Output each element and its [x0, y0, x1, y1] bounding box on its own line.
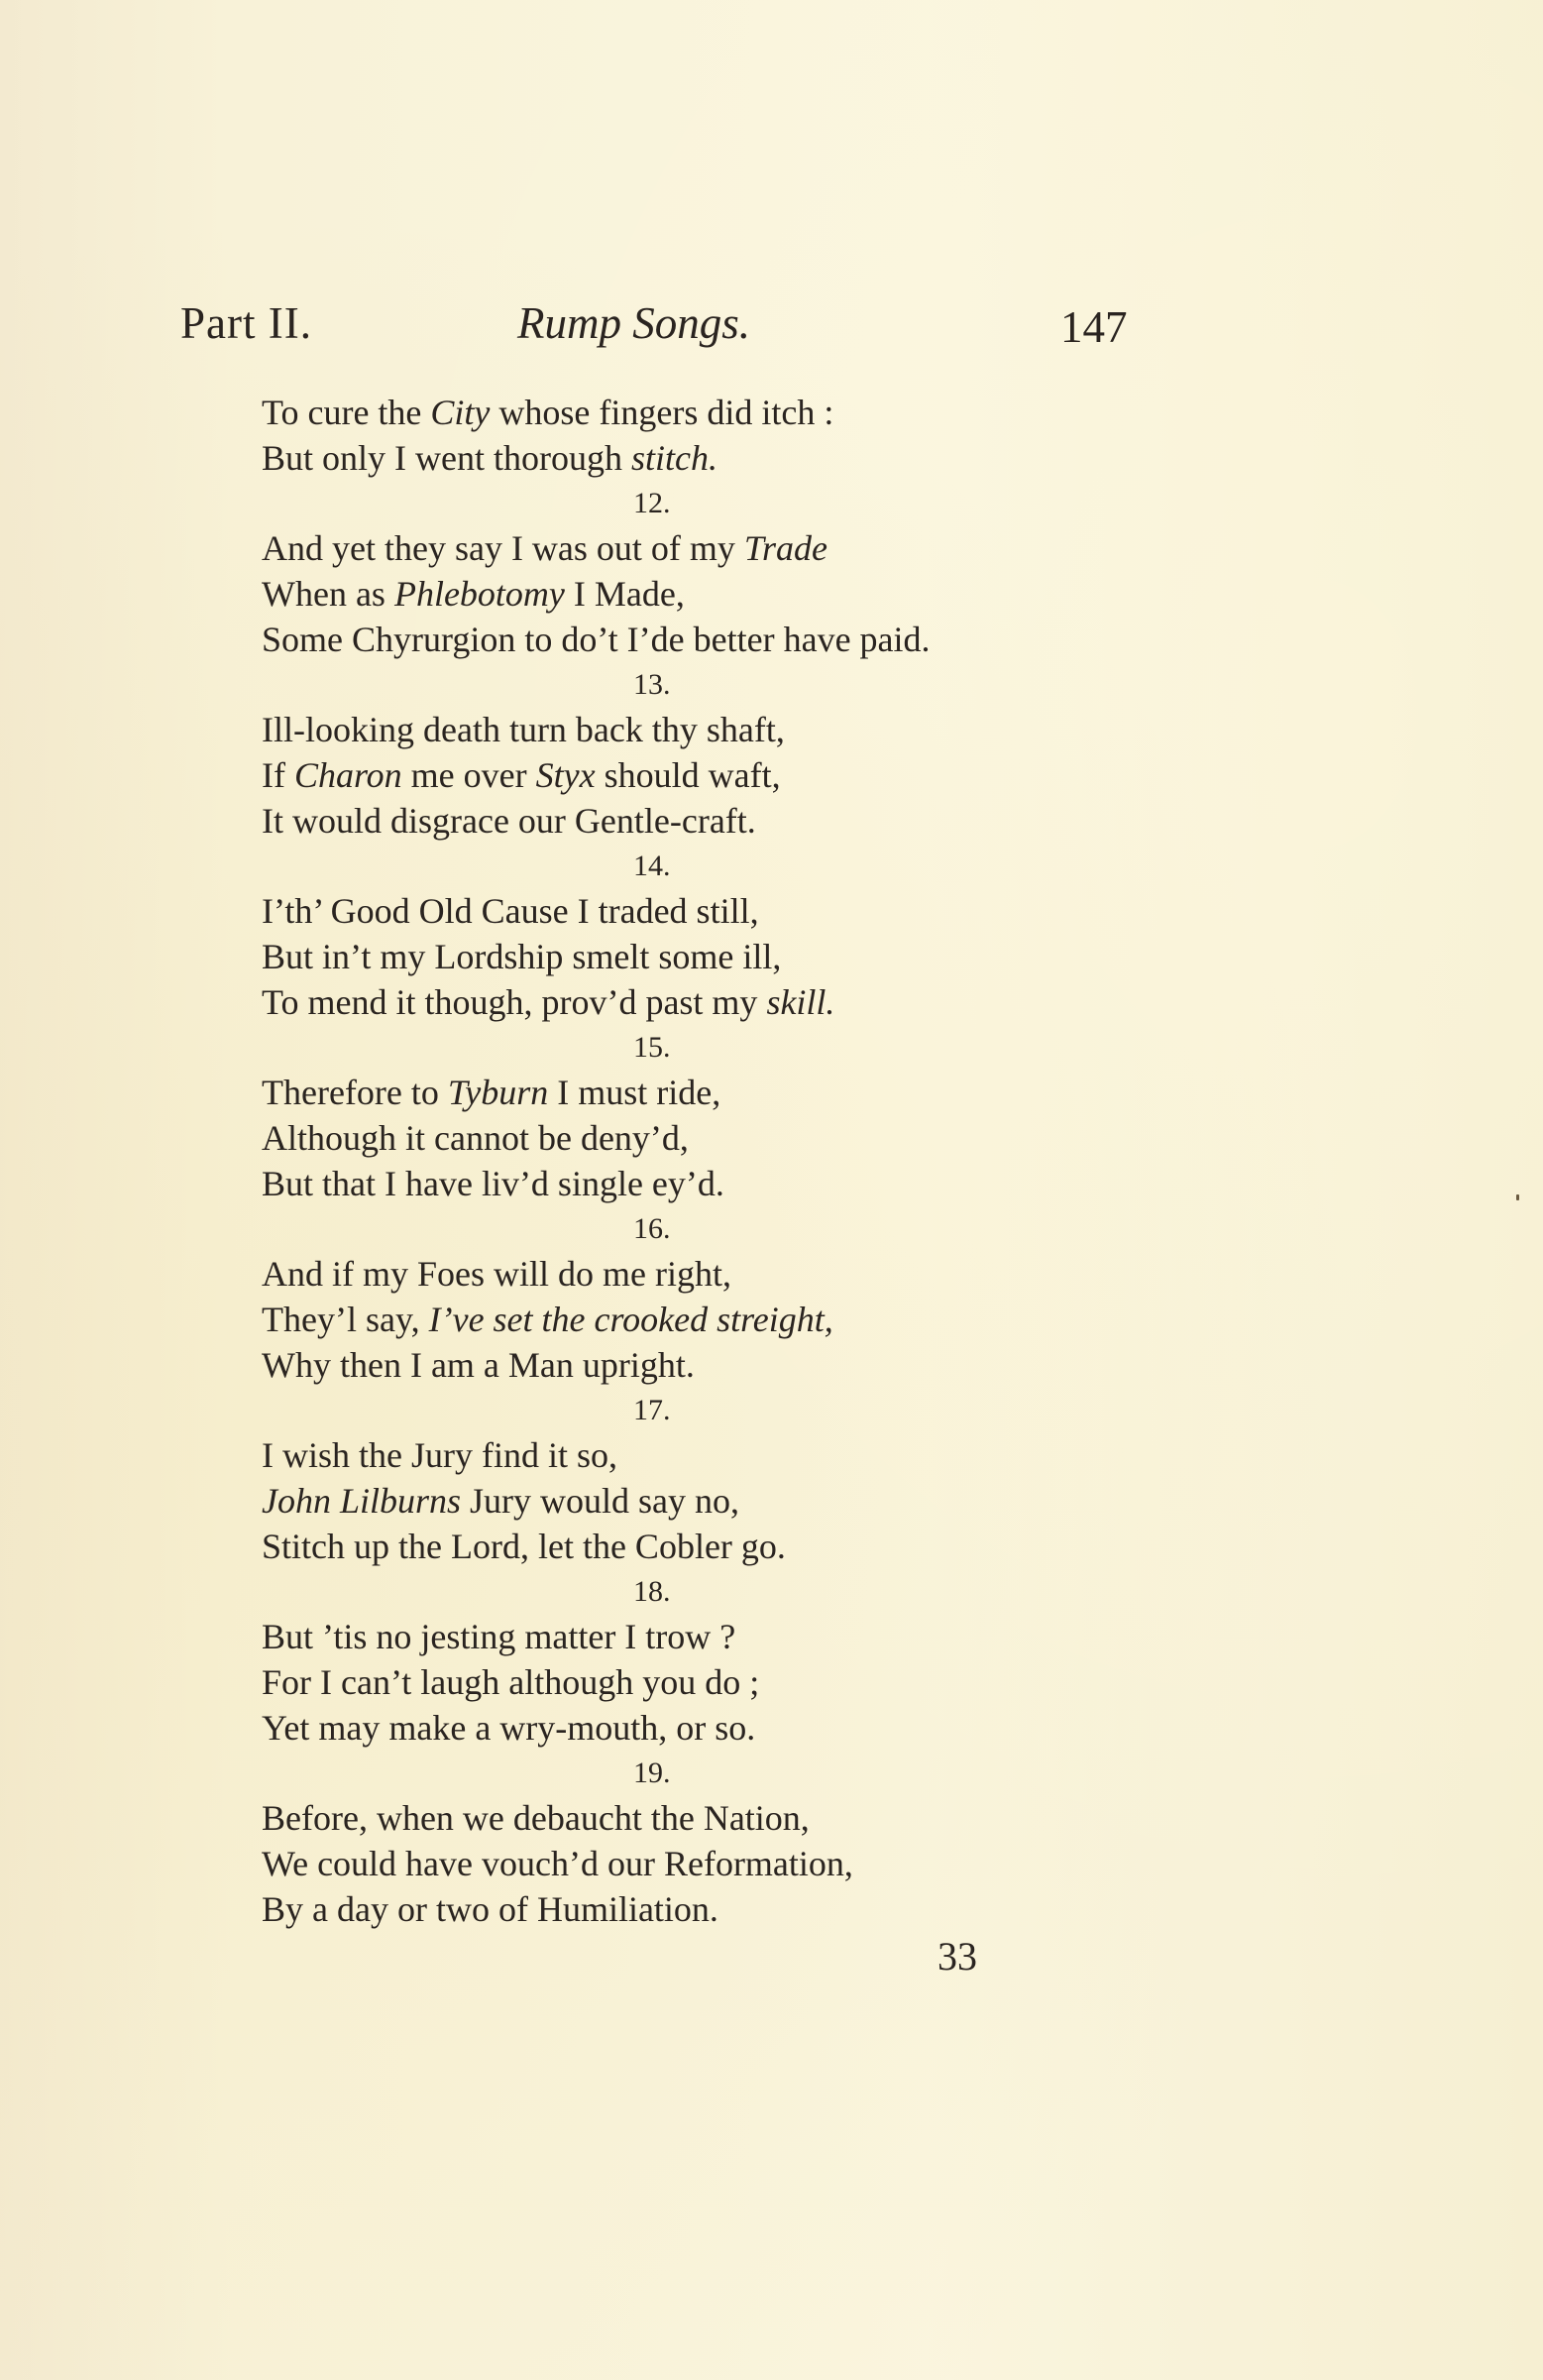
running-title: Rump Songs.	[517, 298, 750, 348]
verse-text: Why then I am a Man upright.	[262, 1345, 695, 1385]
verse-line	[262, 1659, 1094, 1705]
verse-text: But in’t my Lordship smelt some ill,	[262, 937, 782, 976]
verse-line	[262, 1886, 1094, 1932]
paper-speck	[1516, 1194, 1519, 1200]
italic-text: skill.	[766, 982, 835, 1022]
stanza-number: 16.	[633, 1212, 671, 1245]
verse-line	[262, 707, 1094, 752]
verse-body	[262, 390, 1094, 1932]
verse-text: By a day or two of Humiliation.	[262, 1889, 718, 1929]
italic-text: Charon	[293, 755, 402, 795]
running-header	[180, 297, 1128, 377]
verse-text: I Made,	[564, 574, 685, 614]
part-label: Part II.	[180, 298, 312, 348]
verse-line	[262, 435, 1094, 481]
verse-text: When as	[262, 574, 394, 614]
verse-text: I must ride,	[548, 1073, 721, 1112]
page-number: 147	[1060, 302, 1128, 352]
italic-text: Styx	[535, 755, 596, 795]
stanza-number: 17.	[633, 1394, 671, 1426]
verse-text: I’th’ Good Old Cause I traded still,	[262, 891, 759, 931]
italic-text: Phlebotomy	[393, 574, 565, 614]
stanza-number: 19.	[633, 1757, 671, 1789]
italic-text: City	[430, 393, 491, 432]
italic-text: stitch.	[630, 438, 717, 478]
verse-text: me over	[401, 755, 536, 795]
verse-text: They’l say,	[262, 1300, 429, 1339]
verse-line	[262, 1795, 1094, 1841]
verse-text: It would disgrace our Gentle-craft.	[262, 801, 756, 841]
verse-text: whose fingers did itch :	[490, 393, 834, 432]
verse-text: Therefore to	[262, 1073, 448, 1112]
verse-text: We could have vouch’d our Reformation,	[262, 1844, 853, 1883]
stanza-number: 14.	[633, 850, 671, 882]
signature-mark: 33	[937, 1934, 977, 1979]
verse-line	[262, 979, 1094, 1025]
verse-line	[262, 1614, 1094, 1659]
verse-text: For I can’t laugh although you do ;	[262, 1662, 760, 1702]
verse-line	[262, 1297, 1094, 1342]
verse-line	[262, 525, 1094, 571]
verse-line	[262, 888, 1094, 934]
verse-line	[262, 1841, 1094, 1886]
verse-text: But only I went thorough	[262, 438, 631, 478]
verse-text: I wish the Jury find it so,	[262, 1435, 617, 1475]
verse-text: If	[262, 755, 294, 795]
verse-line	[262, 1070, 1094, 1115]
verse-line	[262, 1524, 1094, 1569]
verse-line	[262, 934, 1094, 979]
stanza-number: 13.	[633, 668, 671, 701]
italic-text: Tyburn	[447, 1073, 549, 1112]
italic-text: Trade	[743, 528, 827, 568]
verse-text: To cure the	[262, 393, 431, 432]
verse-line	[262, 1478, 1094, 1524]
verse-text: Some Chyrurgion to do’t I’de better have paid.	[262, 620, 931, 659]
verse-text: Although it cannot be deny’d,	[262, 1118, 689, 1158]
verse-text: Before, when we debaucht the Nation,	[262, 1798, 810, 1838]
verse-line	[262, 1115, 1094, 1161]
stanza-number: 12.	[633, 487, 671, 519]
italic-text: I’ve set the crooked streight,	[428, 1300, 833, 1339]
verse-line	[262, 752, 1094, 798]
verse-line	[262, 617, 1094, 662]
verse-text: Jury would say no,	[461, 1481, 740, 1521]
stanza-number: 15.	[633, 1031, 671, 1064]
verse-text: Yet may make a wry-mouth, or so.	[262, 1708, 756, 1748]
verse-line	[262, 798, 1094, 844]
verse-line	[262, 390, 1094, 435]
verse-line	[262, 1342, 1094, 1388]
stanza-number: 18.	[633, 1575, 671, 1608]
italic-text: John Lilburns	[262, 1481, 462, 1521]
verse-line	[262, 1432, 1094, 1478]
verse-text: should waft,	[595, 755, 781, 795]
verse-text: And yet they say I was out of my	[262, 528, 744, 568]
verse-text: Ill-looking death turn back thy shaft,	[262, 710, 785, 749]
verse-line	[262, 571, 1094, 617]
verse-text: To mend it though, prov’d past my	[262, 982, 767, 1022]
verse-line	[262, 1251, 1094, 1297]
verse-line	[262, 1705, 1094, 1751]
verse-text: Stitch up the Lord, let the Cobler go.	[262, 1527, 786, 1566]
verse-text: But that I have liv’d single ey’d.	[262, 1164, 724, 1203]
verse-text: And if my Foes will do me right,	[262, 1254, 731, 1294]
verse-line	[262, 1161, 1094, 1206]
verse-text: But ’tis no jesting matter I trow ?	[262, 1617, 736, 1656]
